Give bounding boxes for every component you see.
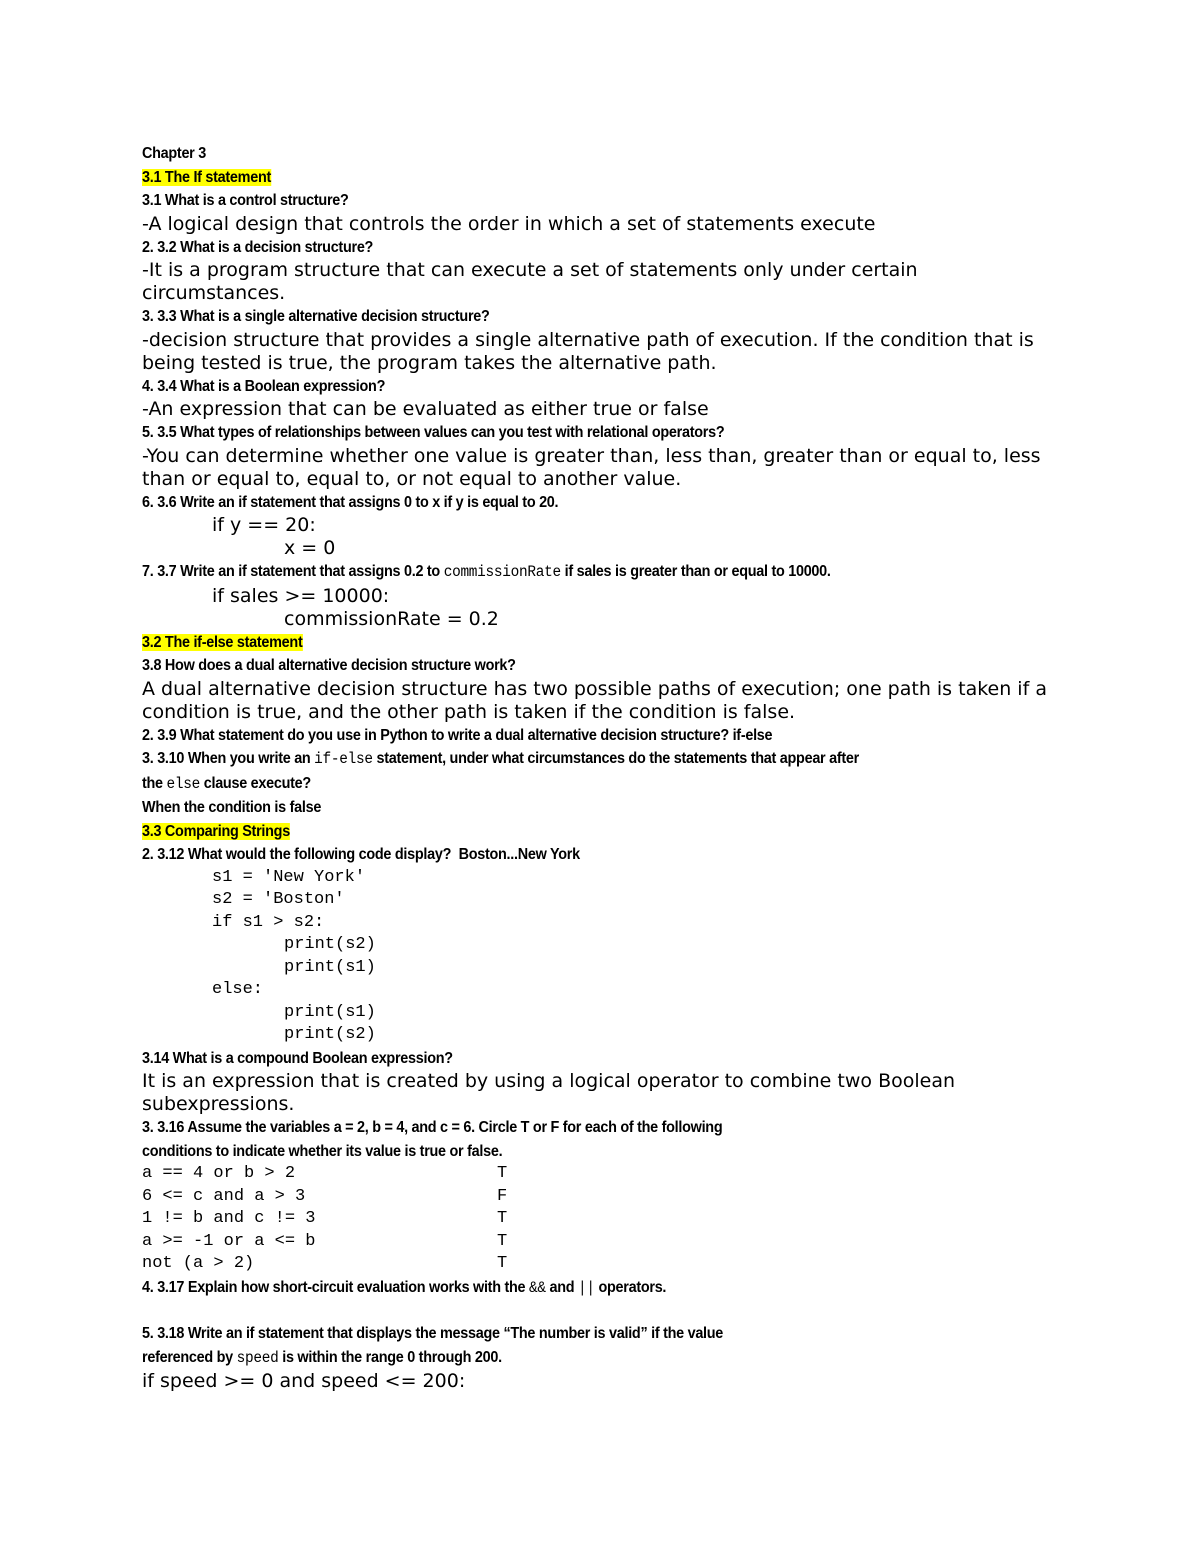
- question-3-17-text-mid: and: [545, 1278, 578, 1296]
- code-3-12-line: print(s2): [284, 935, 376, 954]
- answer-3-2: -It is a program structure that can execute a set of statements only under certain circumstances.: [142, 259, 918, 304]
- code-3-12-line: else:: [212, 980, 264, 999]
- code-3-12-line: print(s1): [284, 1002, 376, 1022]
- inline-code-or-operator: ||: [577, 1278, 595, 1297]
- condition-answer: F: [497, 1186, 508, 1206]
- code-3-12-line: s2 = 'Boston': [212, 890, 345, 909]
- code-3-7-line-2: commissionRate = 0.2: [284, 607, 499, 630]
- true-false-row: [142, 1208, 1102, 1231]
- section-heading-if-else: [142, 631, 1035, 655]
- code-3-12-line: s1 = 'New York': [212, 867, 366, 887]
- inline-code-else: else: [166, 774, 201, 793]
- code-3-6-line-1: if y == 20:: [212, 514, 316, 536]
- question-3-18-text-post: is within the range 0 through 200.: [278, 1348, 502, 1366]
- code-3-12-line: print(s1): [284, 957, 376, 977]
- question-3-16-line-1: 3. 3.16 Assume the variables a = 2, b = 4, and c = 6. Circle T or F for each of the following: [142, 1119, 723, 1136]
- answer-3-4: -An expression that can be evaluated as either true or false: [142, 398, 709, 420]
- code-3-12-line: if s1 > s2:: [212, 912, 325, 932]
- true-false-row: [142, 1253, 1102, 1276]
- condition-expression: 6 <= c and a > 3: [142, 1186, 306, 1206]
- question-3-4: 4. 3.4 What is a Boolean expression?: [142, 377, 386, 395]
- chapter-title: Chapter 3: [142, 145, 206, 162]
- answer-3-14: It is an expression that is created by using a logical operator to combine two Boolean subexpressions.: [142, 1070, 956, 1115]
- question-3-16-line-2: conditions to indicate whether its value is true or false.: [142, 1142, 503, 1160]
- answer-3-3: -decision structure that provides a single alternative path of execution. If the condition that is being tested is true, the program takes the alternative path.: [142, 328, 1034, 374]
- question-3-7-text-pre: 7. 3.7 Write an if statement that assigns 0.2 to: [142, 563, 444, 580]
- answer-3-1: -A logical design that controls the order in which a set of statements execute: [142, 212, 876, 235]
- condition-expression: 1 != b and c != 3: [142, 1209, 316, 1228]
- highlighted-section-title: 3.2 The if-else statement: [142, 633, 303, 651]
- question-3-1: 3.1 What is a control structure?: [142, 192, 349, 209]
- inline-code-and-operator: &&: [528, 1278, 546, 1297]
- question-3-14: 3.14 What is a compound Boolean expression?: [142, 1049, 453, 1067]
- question-3-12: 2. 3.12 What would the following code display? Boston...New York: [142, 846, 580, 863]
- question-3-8: 3.8 How does a dual alternative decision structure work?: [142, 657, 516, 674]
- inline-code-if-else: if-else: [314, 750, 373, 768]
- code-3-7-line-1: if sales >= 10000:: [212, 584, 390, 607]
- question-3-7: [142, 560, 1035, 585]
- condition-answer: T: [497, 1164, 508, 1183]
- code-3-6-line-2: x = 0: [284, 537, 336, 559]
- question-3-18-line-2: [142, 1346, 1035, 1371]
- highlighted-section-title: 3.3 Comparing Strings: [142, 822, 290, 840]
- condition-expression: not (a > 2): [142, 1254, 255, 1273]
- inline-code-speed: speed: [236, 1348, 279, 1367]
- document-page: [142, 142, 1102, 1393]
- highlighted-section-title: 3.1 The If statement: [142, 168, 272, 186]
- question-3-6: 6. 3.6 Write an if statement that assigns 0 to x if y is equal to 20.: [142, 493, 559, 511]
- true-false-row: [142, 1186, 1102, 1209]
- question-3-17-text-pre: 4. 3.17 Explain how short-circuit evaluation works with the: [142, 1278, 529, 1296]
- question-3-10-text-l2-pre: the: [142, 774, 167, 792]
- question-3-10-text-pre: 3. 3.10 When you write an: [142, 750, 315, 767]
- condition-answer: T: [497, 1254, 508, 1273]
- question-3-3: 3. 3.3 What is a single alternative decision structure?: [142, 308, 490, 325]
- true-false-row: [142, 1163, 1102, 1186]
- section-heading-if-statement: [142, 166, 1035, 190]
- question-3-9: 2. 3.9 What statement do you use in Python to write a dual alternative decision structure? if-else: [142, 726, 773, 744]
- question-3-5: 5. 3.5 What types of relationships between values can you test with relational operators?: [142, 424, 725, 441]
- answer-3-18: if speed >= 0 and speed <= 200:: [142, 1370, 466, 1392]
- condition-expression: a == 4 or b > 2: [142, 1164, 296, 1183]
- question-3-10-line-1: [142, 747, 1035, 772]
- question-3-18-line-1: 5. 3.18 Write an if statement that displays the message “The number is valid” if the value: [142, 1325, 724, 1342]
- question-3-2: 2. 3.2 What is a decision structure?: [142, 238, 374, 256]
- condition-expression: a >= -1 or a <= b: [142, 1231, 316, 1251]
- blank-line: [142, 1300, 1102, 1322]
- condition-answer: T: [497, 1209, 508, 1228]
- question-3-10-text-l2-post: clause execute?: [200, 774, 311, 792]
- inline-code-commissionrate: commissionRate: [443, 563, 561, 581]
- code-3-12-line: print(s2): [284, 1025, 376, 1044]
- answer-3-10: When the condition is false: [142, 799, 322, 816]
- answer-3-8: A dual alternative decision structure has two possible paths of execution; one path is taken if a condition is true, and the other path is taken if the condition is false.: [142, 677, 1047, 723]
- question-3-17: [142, 1276, 1035, 1301]
- question-3-10-line-2: [142, 772, 1035, 797]
- question-3-10-text-mid: statement, under what circumstances do the statements that appear after: [372, 750, 859, 767]
- section-heading-comparing-strings: [142, 820, 1035, 844]
- answer-3-5: -You can determine whether one value is greater than, less than, greater than or equal to, less than or equal to, equal to, or not equal to another value.: [142, 444, 1041, 490]
- question-3-7-text-post: if sales is greater than or equal to 10000.: [560, 563, 831, 580]
- question-3-18-text-pre: referenced by: [142, 1348, 237, 1366]
- condition-answer: T: [497, 1231, 508, 1251]
- true-false-row: [142, 1231, 1102, 1254]
- question-3-17-text-post: operators.: [594, 1278, 667, 1296]
